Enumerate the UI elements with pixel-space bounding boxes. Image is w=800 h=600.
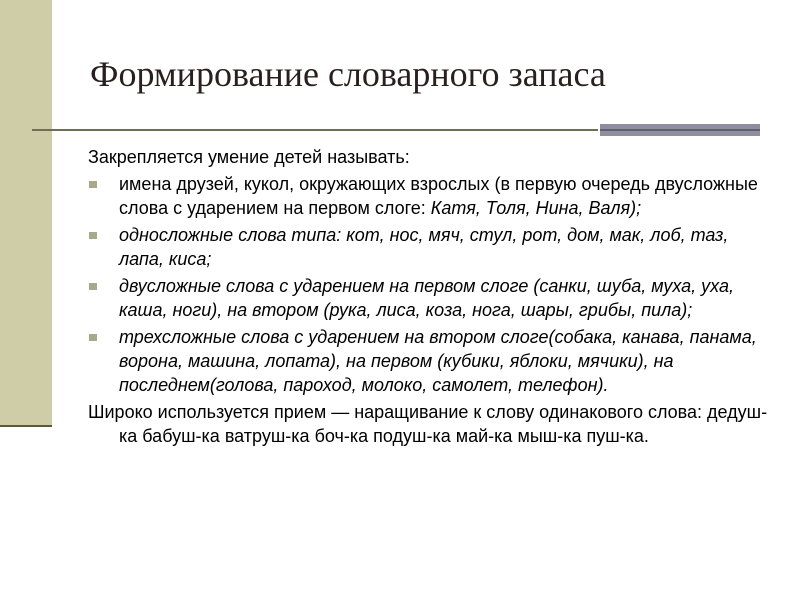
bullet-square-icon	[89, 232, 97, 239]
bullet-square-icon	[89, 334, 97, 341]
side-decoration-edge	[0, 425, 52, 427]
bullet-square-icon	[89, 283, 97, 290]
side-decoration-bar	[0, 0, 52, 427]
bullet-item	[88, 172, 768, 220]
slide-body	[88, 145, 768, 448]
slide-title: Формирование словарного запаса	[90, 54, 606, 94]
bullet-item	[88, 325, 768, 397]
title-divider-accent-line	[600, 129, 760, 131]
bullet-italic-text: трехсложные слова с ударением на втором слоге(собака, канава, панама, ворона, машина, лопата), на первом (кубики, яблоки, мячики), на последнем(голова, пароход, молоко, самолет, телефон).	[119, 327, 757, 395]
outro-text: Широко используется прием — наращивание к слову одинакового слова: дедуш-ка бабуш-ка ватруш-ка боч-ка подуш-ка май-ка мыш-ка пуш-ка.	[88, 402, 768, 446]
bullet-item	[88, 274, 768, 322]
bullet-italic-text: Катя, Толя, Нина, Валя);	[430, 198, 642, 218]
title-divider-line	[32, 129, 598, 131]
bullet-list	[88, 172, 768, 397]
bullet-italic-text: односложные слова типа: кот, нос, мяч, стул, рот, дом, мак, лоб, таз, лапа, киса;	[119, 225, 729, 269]
bullet-italic-text: двусложные слова с ударением на первом слоге (санки, шуба, муха, уха, каша, ноги), на втором (рука, лиса, коза, нога, шары, грибы, пила);	[119, 276, 734, 320]
bullet-item	[88, 223, 768, 271]
bullet-text: имена друзей, кукол, окружающих взрослых (в первую очередь двусложные слова с ударением на первом слоге:	[119, 174, 758, 218]
bullet-square-icon	[89, 181, 97, 188]
intro-text: Закрепляется умение детей называть:	[88, 147, 410, 167]
